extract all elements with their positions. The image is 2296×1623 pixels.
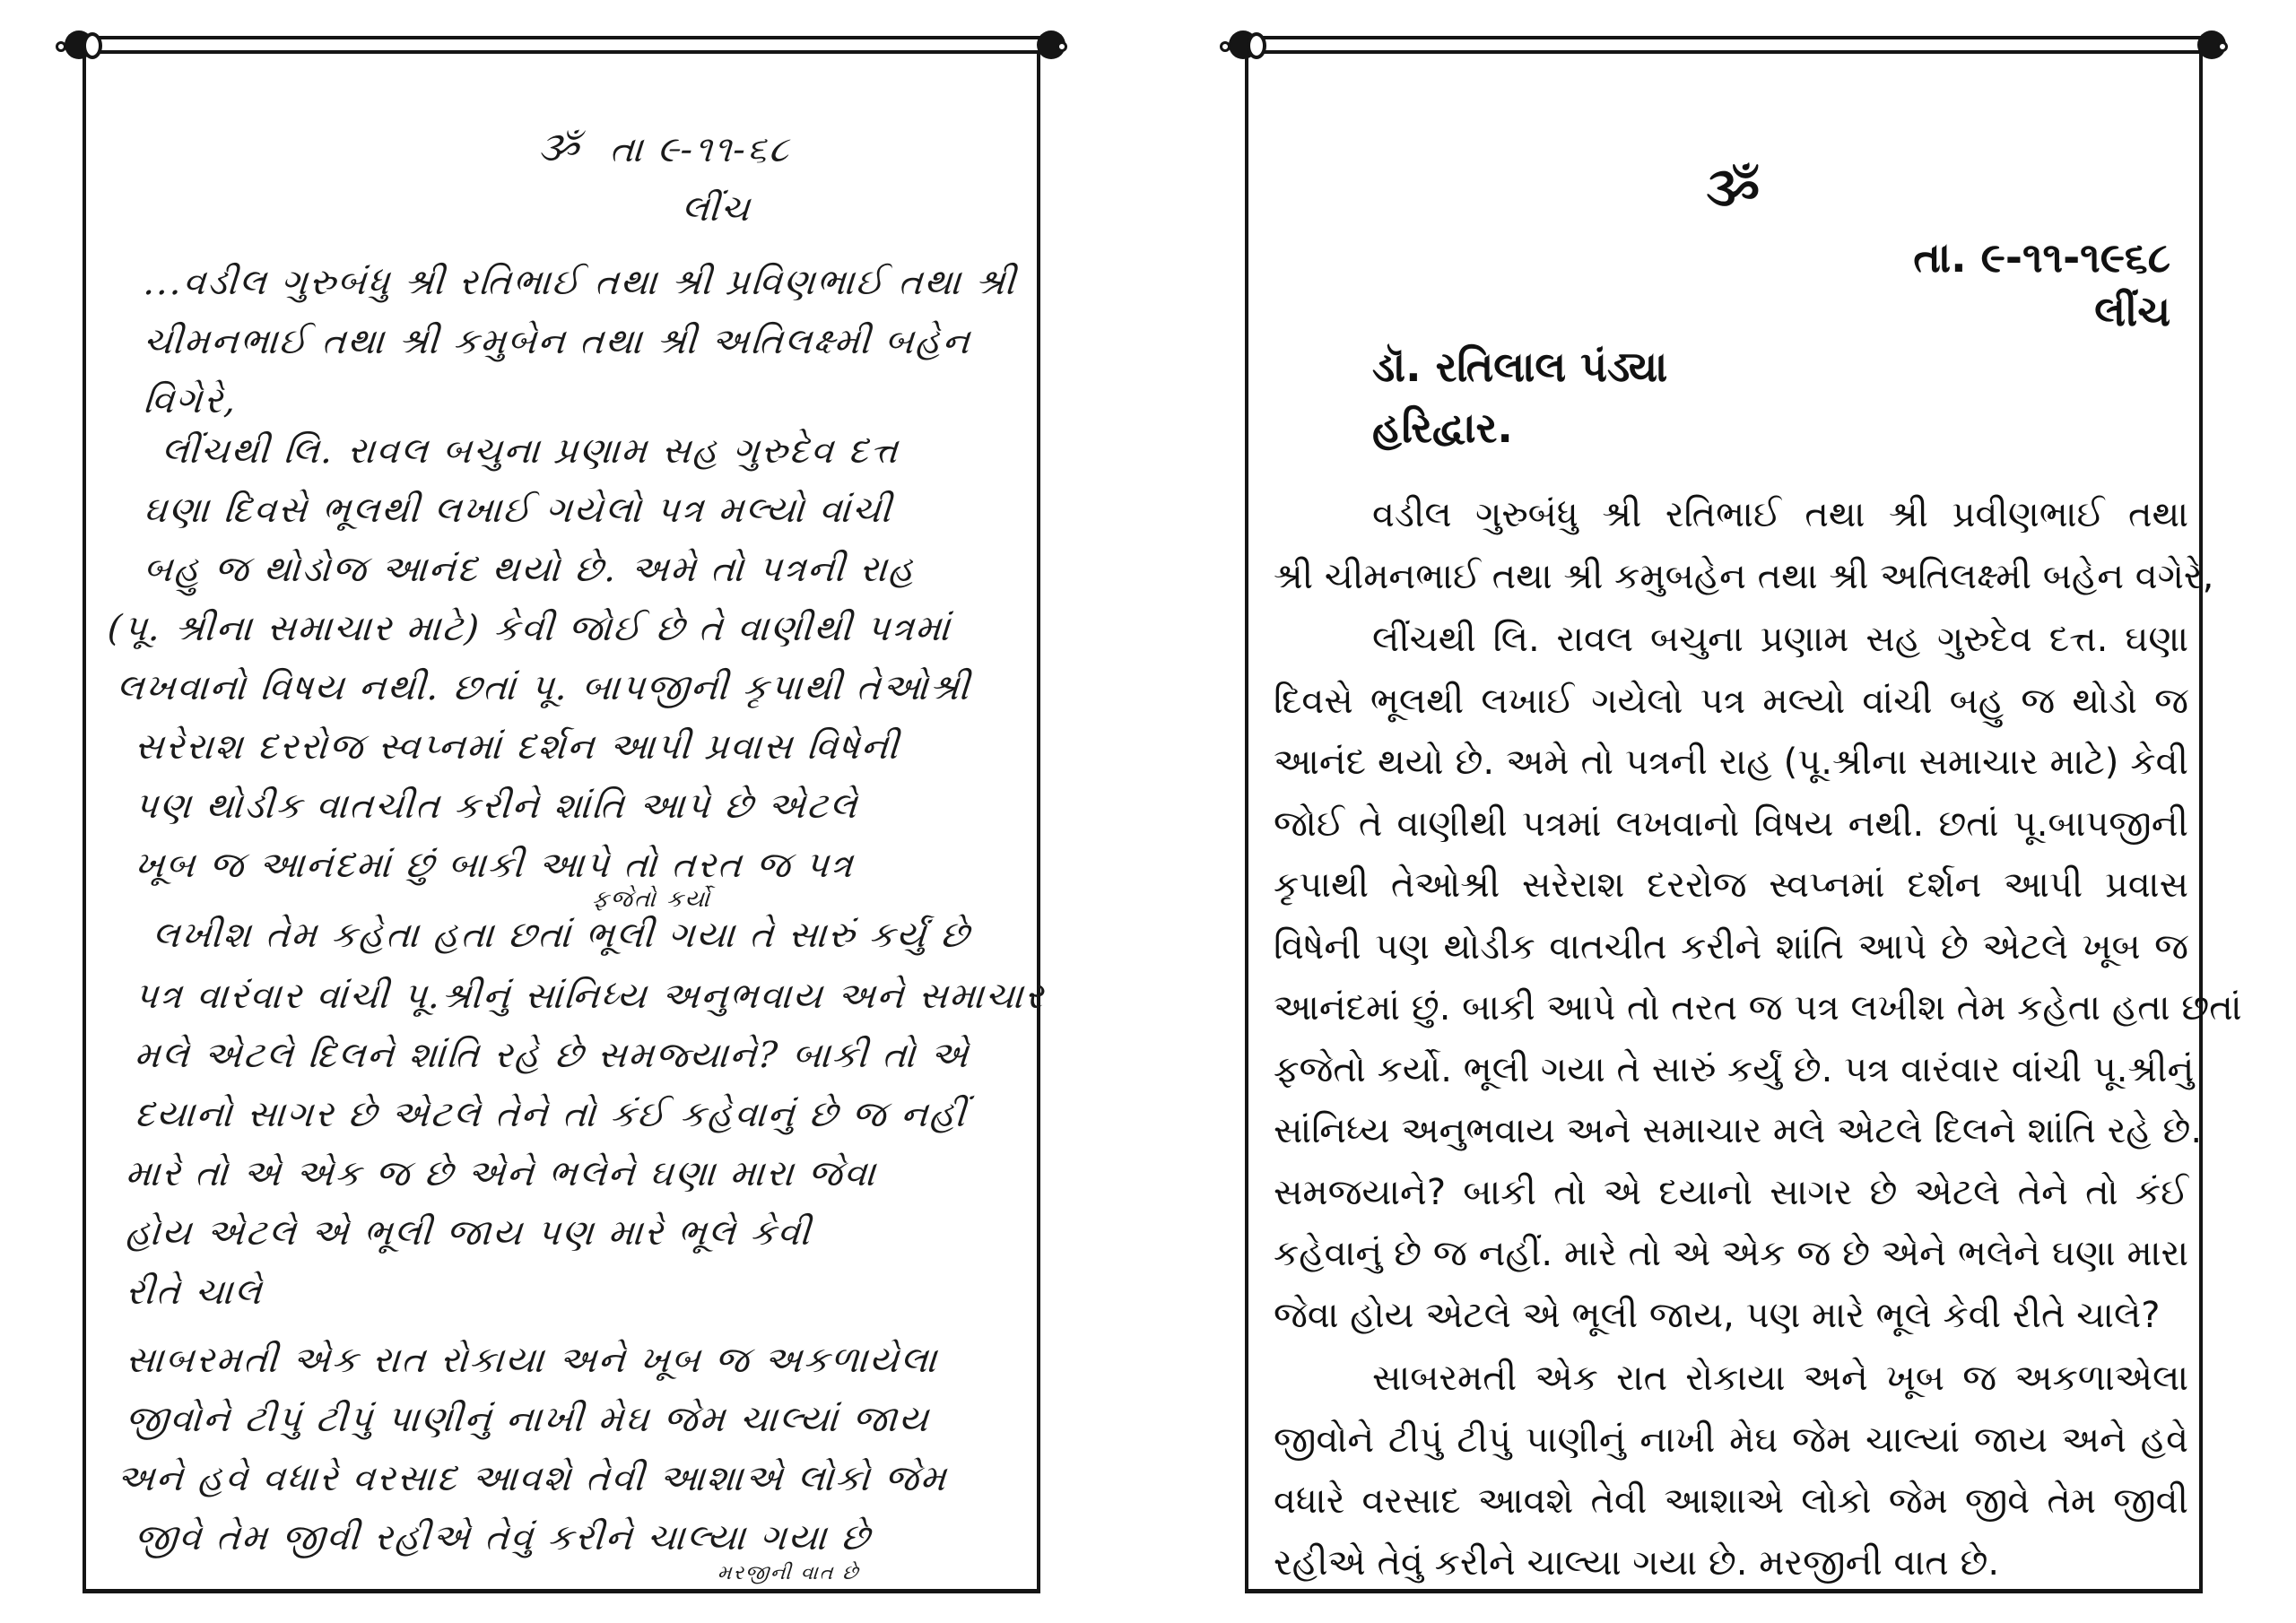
handwritten-om: ૐ	[536, 126, 583, 169]
body-line: રહીએ તેવું કરીને ચાલ્યા ગયા છે. મરજીની વાત છે.	[1274, 1541, 2000, 1584]
body-line: જેવા હોય એટલે એ ભૂલી જાય, પણ મારે ભૂલે કેવી રીતે ચાલે?	[1274, 1294, 2161, 1336]
body-line: વધારે વરસાદ આવશે તેવી આશાએ લોકો જેમ જીવે તેમ જીવી	[1274, 1480, 2188, 1522]
handwritten-line: ઘણા દિવસે ભૂલથી લખાઈ ગયેલો પત્ર મલ્યો વાંચી	[142, 490, 895, 531]
body-line: સમજયાને? બાકી તો એ દયાનો સાગર છે એટલે તેને તો કંઈ	[1274, 1171, 2188, 1213]
body-line: વડીલ ગુરુબંધુ શ્રી રતિભાઈ તથા શ્રી પ્રવીણભાઈ તથા	[1372, 494, 2188, 535]
letter-place: લીંચ	[2094, 287, 2170, 335]
scroll-rod-top	[1259, 36, 2201, 39]
handwritten-line: મારે તો એ એક જ છે એને ભલેને ઘણા મારા જેવા	[124, 1153, 879, 1194]
handwritten-line: (પૂ. શ્રીના સમાચાર માટે) કેવી જોઈ છે તે વાણીથી પત્રમાં	[106, 608, 953, 649]
scroll-knob-bead-icon	[2217, 41, 2228, 52]
letter-body	[1274, 484, 2242, 1593]
handwritten-line: મલે એટલે દિલને શાંતિ રહે છે સમજ્યાને? બાકી તો એ	[133, 1035, 971, 1076]
handwritten-line: લખીશ તેમ કહેતા હતા છતાં ભૂલી ગયા તે સારું કર્યું છે	[151, 915, 972, 956]
handwritten-line: પણ થોડીક વાતચીત કરીને શાંતિ આપે છે એટલે	[133, 785, 860, 827]
handwritten-line: રીતે ચાલે	[124, 1271, 265, 1313]
body-line: દિવસે ભૂલથી લખાઈ ગયેલો પત્ર મલ્યો વાંચી બહુ જ થોડો જ	[1274, 680, 2188, 722]
handwritten-line: દયાનો સાગર છે એટલે તેને તો કંઈ કહેવાનું છે જ નહીં	[133, 1094, 969, 1135]
handwritten-line: ...વડીલ ગુરુબંધુ શ્રી રતિભાઈ તથા શ્રી પ્રવિણભાઈ તથા શ્રી	[142, 262, 1019, 303]
handwritten-line: અને હવે વધારે વરસાદ આવશે તેવી આશાએ લોકો જેમ	[115, 1458, 950, 1499]
handwritten-signature-note: મરજીની વાત છે	[717, 1562, 861, 1584]
body-line: લીંચથી લિ. રાવલ બચુના પ્રણામ સહ ગુરુદેવ દત્ત. ઘણા	[1372, 619, 2188, 660]
handwritten-line: જીવે તેમ જીવી રહીએ તેવું કરીને ચાલ્યા ગયા છે	[133, 1517, 873, 1558]
body-line: શ્રી ચીમનભાઈ તથા શ્રી કમુબહેન તથા શ્રી અતિલક્ષ્મી બહેન વગેરે,	[1274, 555, 2214, 597]
handwritten-line: સરેરાશ દરરોજ સ્વપ્નમાં દર્શન આપી પ્રવાસ વિષેની	[133, 726, 902, 768]
body-line: સાંનિધ્ય અનુભવાય અને સમાચાર મલે એટલે દિલને શાંતિ રહે છે.	[1274, 1110, 2203, 1151]
handwritten-line: બહુ જ થોડોજ આનંદ થયો છે. અમે તો પત્રની રાહ	[142, 549, 918, 590]
handwritten-interlinear-note: ફજેતો કર્યો	[590, 886, 713, 913]
recipient-city: હરિદ્વાર.	[1372, 404, 1513, 452]
handwritten-line: લીંચથી લિ. રાવલ બચુના પ્રણામ સહ ગુરુદેવ દત્ત	[160, 430, 901, 472]
handwritten-place: લીંચ	[680, 188, 753, 230]
om-symbol: ૐ	[1706, 160, 1761, 218]
scroll-rod-top	[97, 36, 1040, 39]
paragraph-closing	[1274, 1348, 2188, 1593]
letter-date: તા. ૯-૧૧-૧૯૬૮	[1913, 233, 2170, 282]
scroll-knob-bead-icon	[1057, 41, 1067, 52]
handwritten-line: ખૂબ જ આનંદમાં છું બાકી આપે તો તરત જ પત્ર	[133, 845, 856, 886]
recipient-name: ડૉ. રતિલાલ પંડ્યા	[1372, 343, 1668, 391]
body-line: કહેવાનું છે જ નહીં. મારે તો એ એક જ છે એને ભલેને ઘણા મારા	[1274, 1233, 2188, 1274]
body-line: ફજેતો કર્યો. ભૂલી ગયા તે સારું કર્યું છે. પત્ર વારંવાર વાંચી પૂ.શ્રીનું	[1274, 1048, 2195, 1090]
body-line: વિષેની પણ થોડીક વાતચીત કરીને શાંતિ આપે છે એટલે ખૂબ જ	[1274, 925, 2188, 968]
handwritten-line: ચીમનભાઈ તથા શ્રી કમુબેન તથા શ્રી અતિલક્ષ્મી બહેન	[142, 321, 973, 362]
paragraph-salutation	[1274, 484, 2214, 607]
body-line: જોઈ તે વાણીથી પત્રમાં લખવાનો વિષય નથી. છતાં પૂ.બાપજીની	[1274, 803, 2188, 845]
body-line: સાબરમતી એક રાત રોકાયા અને ખૂબ જ અકળાએલા	[1372, 1358, 2188, 1399]
handwritten-letter-panel	[0, 0, 1076, 1623]
body-line: જીવોને ટીપું ટીપું પાણીનું નાખી મેઘ જેમ ચાલ્યાં જાય અને હવે	[1274, 1419, 2188, 1461]
body-line: આનંદ થયો છે. અમે તો પત્રની રાહ (પૂ.શ્રીના સમાચાર માટે) કેવી	[1274, 742, 2188, 783]
handwritten-line: પત્ર વારંવાર વાંચી પૂ.શ્રીનું સાંનિધ્ય અનુભવાય અને સમાચાર	[133, 976, 1047, 1017]
handwritten-line: જીવોને ટીપું ટીપું પાણીનું નાખી મેઘ જેમ ચાલ્યાં જાય	[124, 1399, 932, 1440]
handwritten-line: હોય એટલે એ ભૂલી જાય પણ મારે ભૂલે કેવી	[124, 1212, 813, 1254]
body-line: આનંદમાં છું. બાકી આપે તો તરત જ પત્ર લખીશ તેમ કહેતા હતા છતાં	[1274, 987, 2242, 1028]
scroll-knob-bead-icon	[1220, 41, 1231, 52]
handwritten-text	[106, 108, 1047, 1584]
scroll-knob-bead-icon	[56, 41, 66, 52]
handwritten-line: વિગેરે,	[142, 380, 239, 421]
paragraph-main	[1274, 609, 2242, 1346]
handwritten-line: સાબરમતી એક રાત રોકાયા અને ખૂબ જ અકળાયેલા	[124, 1340, 940, 1381]
handwritten-date: તા ૯-૧૧-૬૮	[608, 129, 792, 170]
handwritten-line: લખવાનો વિષય નથી. છતાં પૂ. બાપજીની કૃપાથી તેઓશ્રી	[115, 667, 973, 708]
body-line: કૃપાથી તેઓશ્રી સરેરાશ દરરોજ સ્વપ્નમાં દર્શન આપી પ્રવાસ	[1274, 864, 2188, 906]
